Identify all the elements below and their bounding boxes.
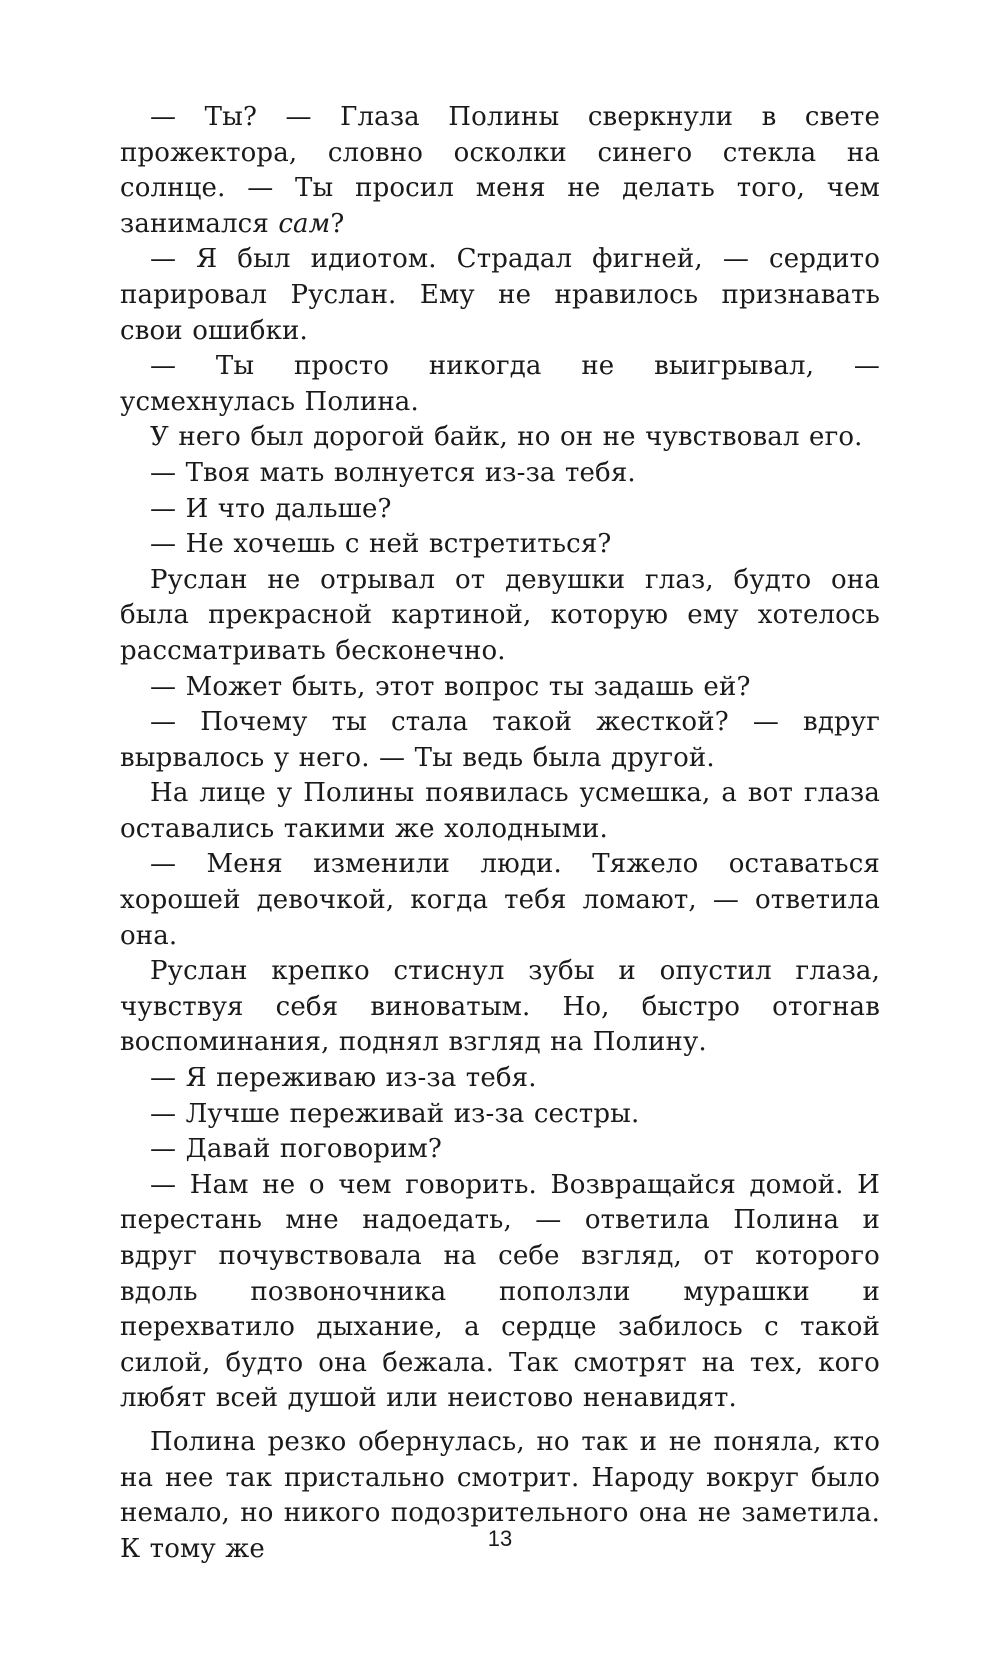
paragraph-14: — Я переживаю из-за тебя. [150,1063,537,1094]
paragraph-11: На лице у Полины появилась усмешка, а вот глаза оставались такими же холодными. [120,778,880,844]
paragraph-2: — Я был идиотом. Страдал фигней, — сердито парировал Руслан. Ему не нравилось признавать свои ошибки. [120,244,880,346]
paragraph-18: Полина резко обернулась, но так и не поняла, кто на нее так пристально смотрит. Народу вокруг было немало, но никого подозрительного она не заметила. К тому же [120,1426,880,1564]
paragraph-8: Руслан не отрывал от девушки глаз, будто она была прекрасной картиной, которую ему хотелось рассматривать бесконечно. [120,564,880,666]
paragraph-1 [120,100,880,242]
paragraph-10: — Почему ты стала такой жесткой? — вдруг вырвалось у него. — Ты ведь была другой. [120,707,880,773]
page-number: 13 [487,1526,513,1551]
paragraph-1-text: — Ты? — Глаза Полины сверкнули в свете прожектора, словно осколки синего стекла на солнце. — Ты просил меня не делать того, чем занимался [120,102,880,239]
paragraph-17: — Нам не о чем говорить. Возвращайся домой. И перестань мне надоедать, — ответила Полина и вдруг почувствовала на себе взгляд, от которого вдоль позвоночника поползли мурашки и перехватило дыхание, а сердце забилось с такой силой, будто она бежала. Так смотрят на тех, кого любят всей душой или неистово ненавидят. [120,1169,880,1414]
paragraph-15: — Лучше переживай из-за сестры. [150,1098,640,1129]
paragraph-5: — Твоя мать волнуется из-за тебя. [150,457,636,488]
paragraph-1-italic-word: сам [278,208,331,239]
paragraph-12: — Меня изменили люди. Тяжело оставаться хорошей девочкой, когда тебя ломают, — ответила она. [120,849,880,951]
paragraph-1-end: ? [330,208,345,239]
paragraph-7: — Не хочешь с ней встретиться? [150,529,612,560]
paragraph-3: — Ты просто никогда не выигрывал, — усмехнулась Полина. [120,351,880,417]
paragraph-6: — И что дальше? [150,493,392,524]
paragraph-13: Руслан крепко стиснул зубы и опустил глаза, чувствуя себя виноватым. Но, быстро отогнав воспоминания, поднял взгляд на Полину. [120,956,880,1058]
paragraph-9: — Может быть, этот вопрос ты задашь ей? [150,671,751,702]
paragraph-16: — Давай поговорим? [150,1134,443,1165]
paragraph-4: У него был дорогой байк, но он не чувствовал его. [150,422,863,453]
